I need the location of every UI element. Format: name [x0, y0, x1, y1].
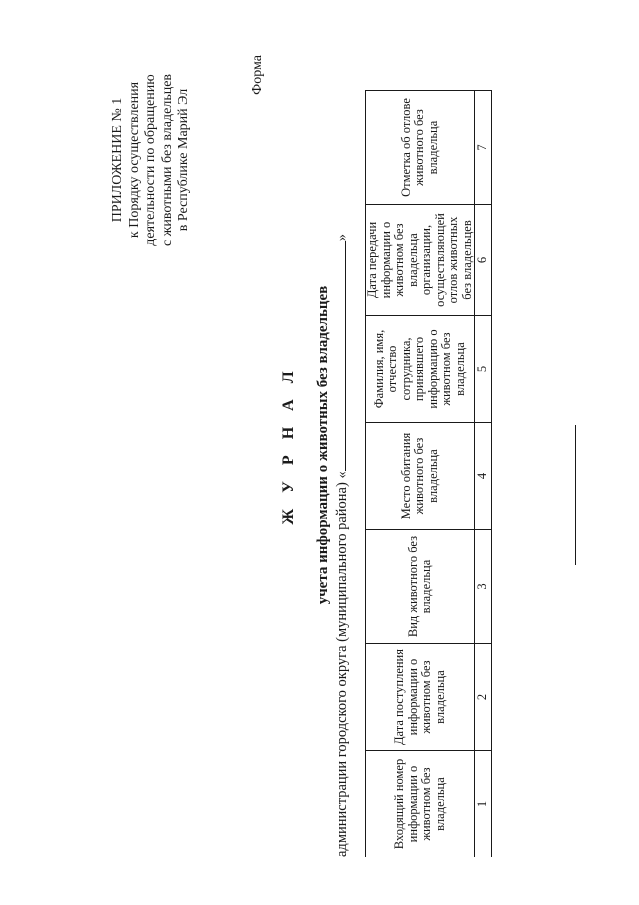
- table-number-cell: 6: [475, 205, 492, 316]
- appendix-line: ПРИЛОЖЕНИЕ № 1: [110, 97, 125, 223]
- table-number-cell: 3: [475, 530, 492, 644]
- table-number-cell: 1: [475, 751, 492, 858]
- table-header-cell: Отметка об отлове животного без владельца: [366, 91, 475, 205]
- table-header-cell: Вид животного без владельца: [366, 530, 475, 644]
- table-header-cell: Входящий номер информации о животном без владельца: [366, 751, 475, 858]
- document-subtitle: учета информации о животных без владельцев: [315, 285, 331, 605]
- document-title: Ж У Р Н А Л: [280, 365, 297, 525]
- form-label: Форма: [250, 55, 265, 95]
- table-number-cell: 7: [475, 91, 492, 205]
- table-header-cell: Фамилия, имя, отчество сотрудника, принявшего информацию о животном без владельца: [366, 316, 475, 423]
- table-number-cell: 4: [475, 423, 492, 530]
- table-number-row: [475, 91, 492, 858]
- appendix-line: с животными без владельцев: [159, 73, 175, 247]
- closing-quote: »: [334, 234, 350, 242]
- appendix-line: в Республике Марий Эл: [176, 88, 191, 232]
- journal-table: [365, 90, 492, 857]
- appendix-line: деятельности по обращению: [143, 74, 158, 246]
- table-header-cell: Дата поступления информации о животном без владельца: [366, 644, 475, 751]
- administration-label: администрации городского округа (муниципального района) «: [334, 471, 350, 857]
- appendix-line: к Порядку осуществления: [126, 81, 142, 239]
- table-number-cell: 2: [475, 644, 492, 751]
- fill-in-blank: [333, 241, 346, 471]
- appendix-block: [110, 55, 193, 265]
- table-number-cell: 5: [475, 316, 492, 423]
- administration-line: [333, 97, 351, 857]
- signature-line: [575, 425, 576, 565]
- table-header-cell: Место обитания животного без владельца: [366, 423, 475, 530]
- table-header-cell: Дата передачи информации о животном без владельца организации, осуществляющей отлов животных без владельцев: [366, 205, 475, 316]
- table-header-row: [366, 91, 475, 858]
